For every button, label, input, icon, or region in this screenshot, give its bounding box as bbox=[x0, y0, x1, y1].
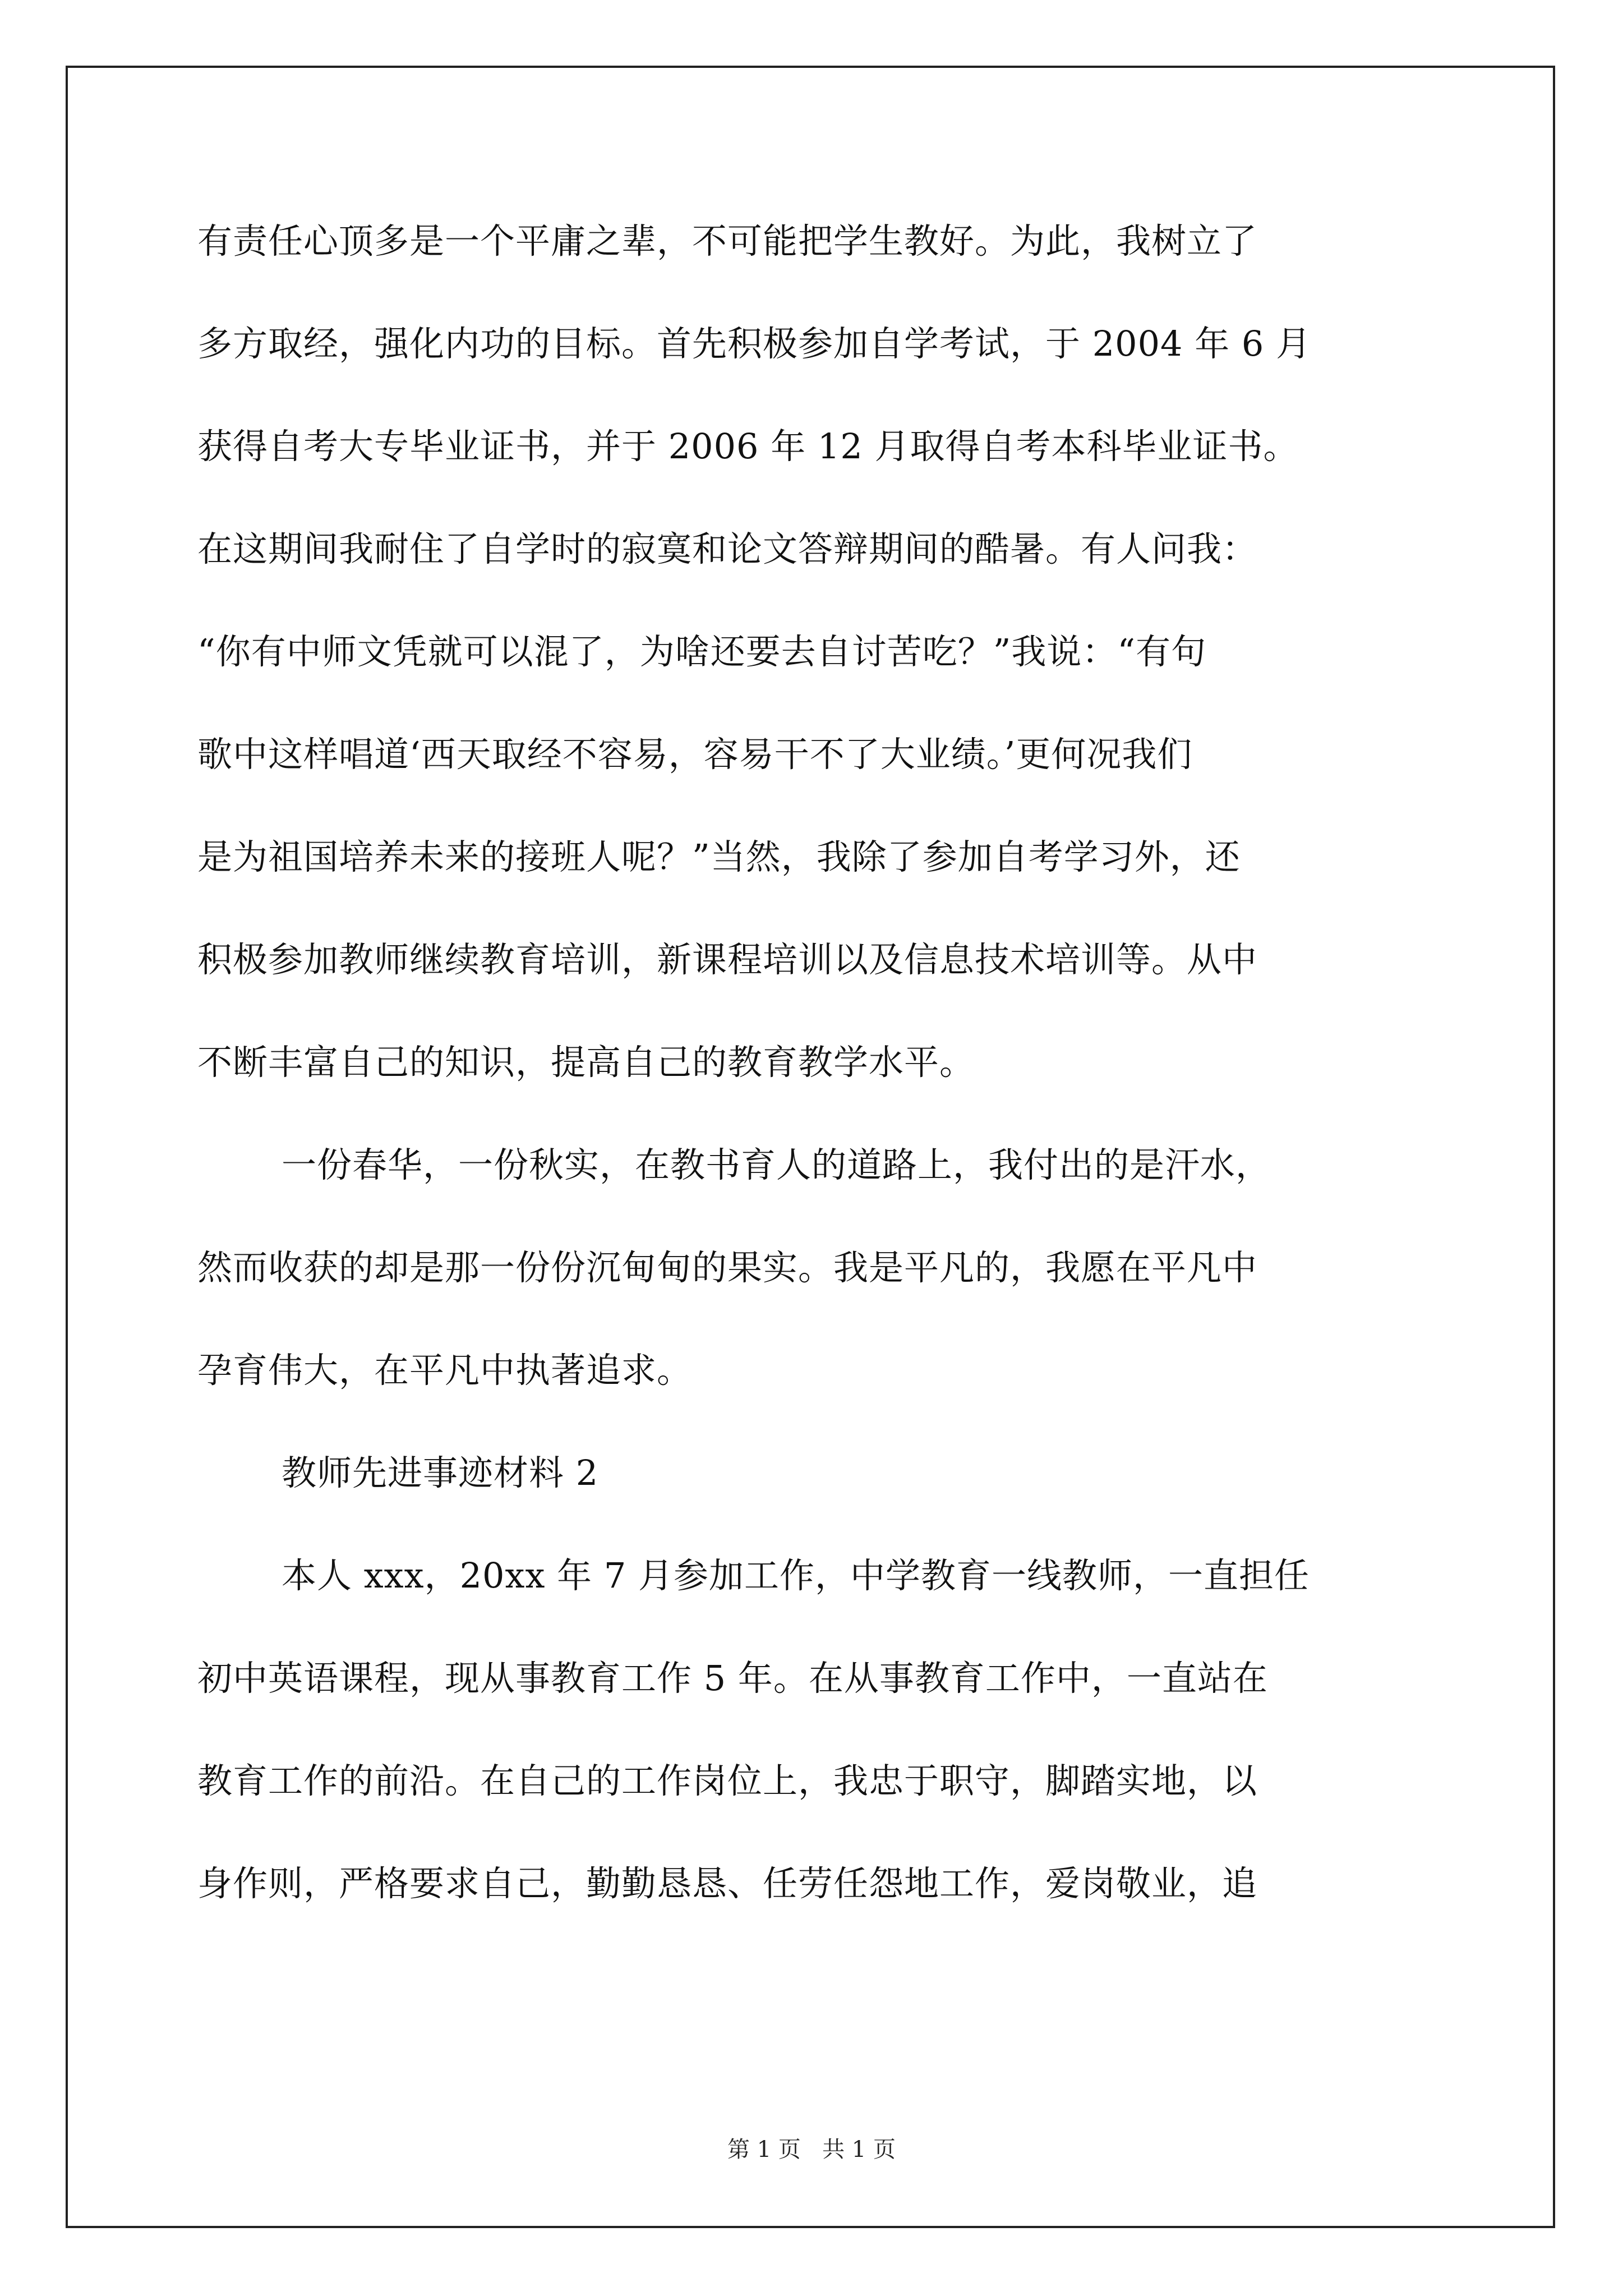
paragraph-line: 在这期间我耐住了自学时的寂寞和论文答辩期间的酷暑。有人问我： bbox=[197, 528, 1258, 569]
paragraph-line: 歌中这样唱道‘西天取经不容易，容易干不了大业绩。’更何况我们 bbox=[197, 734, 1193, 775]
paragraph-line: 积极参加教师继续教育培训，新课程培训以及信息技术培训等。从中 bbox=[197, 939, 1258, 980]
paragraph-line: 多方取经，强化内功的目标。首先积极参加自学考试，于 2004 年 6 月 bbox=[197, 323, 1312, 364]
paragraph-line: “你有中师文凭就可以混了，为啥还要去自讨苦吃？”我说：“有句 bbox=[197, 631, 1207, 672]
paragraph-line: 有责任心顶多是一个平庸之辈，不可能把学生教好。为此，我树立了 bbox=[197, 220, 1258, 261]
paragraph-line: 一份春华，一份秋实，在教书育人的道路上，我付出的是汗水， bbox=[282, 1144, 1271, 1185]
paragraph-line: 身作则，严格要求自己，勤勤恳恳、任劳任怨地工作，爱岗敬业，追 bbox=[197, 1863, 1258, 1904]
paragraph-line: 初中英语课程，现从事教育工作 5 年。在从事教育工作中，一直站在 bbox=[197, 1658, 1268, 1699]
paragraph-line: 孕育伟大，在平凡中执著追求。 bbox=[197, 1350, 693, 1391]
paragraph-line: 不断丰富自己的知识，提高自己的教育教学水平。 bbox=[197, 1042, 975, 1083]
paragraph-line: 获得自考大专毕业证书，并于 2006 年 12 月取得自考本科毕业证书。 bbox=[197, 426, 1299, 467]
paragraph-line: 本人 xxx，20xx 年 7 月参加工作，中学教育一线教师，一直担任 bbox=[282, 1555, 1310, 1596]
paragraph-line: 然而收获的却是那一份份沉甸甸的果实。我是平凡的，我愿在平凡中 bbox=[197, 1247, 1258, 1288]
page-number-footer: 第 1 页 共 1 页 bbox=[727, 2137, 896, 2162]
paragraph-line: 是为祖国培养未来的接班人呢？”当然，我除了参加自考学习外，还 bbox=[197, 836, 1241, 877]
paragraph-line: 教育工作的前沿。在自己的工作岗位上，我忠于职守，脚踏实地，以 bbox=[197, 1760, 1258, 1801]
section-heading: 教师先进事迹材料 2 bbox=[282, 1452, 599, 1493]
